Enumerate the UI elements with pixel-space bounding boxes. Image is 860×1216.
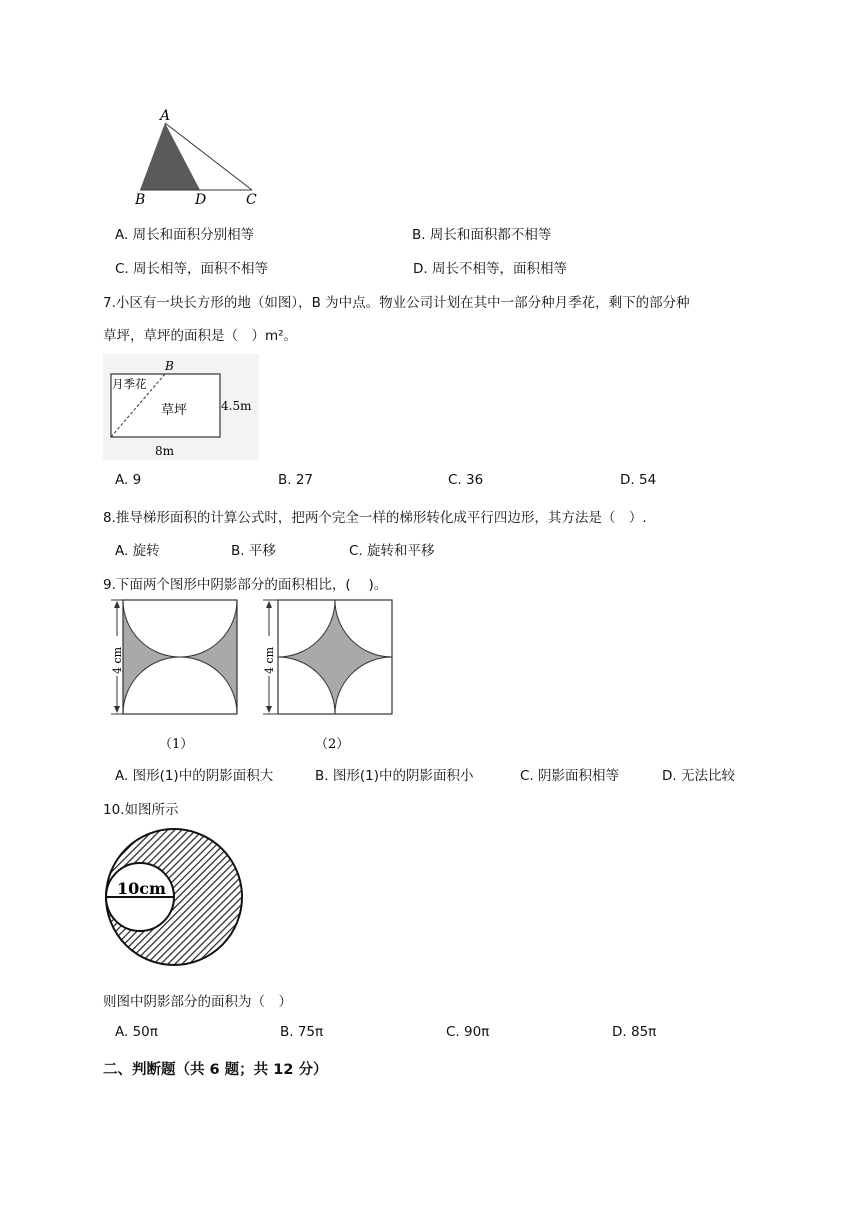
q10-circle-figure (104, 822, 244, 972)
q7-rectangle-figure (103, 354, 259, 460)
figure-1-arrow-down (114, 706, 120, 713)
q7-option-c[interactable]: C. 36 (448, 472, 484, 488)
q6-triangle-figure (128, 106, 278, 208)
label-d: D (195, 192, 207, 208)
q8-text: 8.推导梯形面积的计算公式时，把两个完全一样的梯形转化成平行四边形，其方法是（ ）. (103, 510, 647, 526)
label-point-b: B (165, 359, 174, 373)
q10-option-d[interactable]: D. 85π (612, 1024, 657, 1040)
q10-text: 10.如图所示 (103, 802, 179, 818)
q7-text-line2: 草坪，草坪的面积是（ ）m²。 (103, 328, 298, 344)
q9-option-b[interactable]: B. 图形(1)中的阴影面积小 (315, 768, 474, 784)
label-b: B (135, 192, 146, 208)
figure-1-caption: （1） (159, 737, 194, 752)
q7-option-a[interactable]: A. 9 (115, 472, 142, 488)
figure-2-dim-label: 4 cm (263, 646, 276, 674)
q6-option-b[interactable]: B. 周长和面积都不相等 (412, 227, 552, 243)
label-width: 8m (155, 444, 175, 458)
q9-option-d[interactable]: D. 无法比较 (662, 768, 735, 784)
q7-text-line1: 7.小区有一块长方形的地（如图），B 为中点。物业公司计划在其中一部分种月季花，剩下的部分种 (103, 295, 690, 311)
q7-option-b[interactable]: B. 27 (278, 472, 314, 488)
q6-option-d[interactable]: D. 周长不相等，面积相等 (413, 261, 567, 277)
q10-option-a[interactable]: A. 50π (115, 1024, 158, 1040)
figure-1 (111, 600, 237, 752)
label-a: A (160, 108, 171, 124)
q6-option-a[interactable]: A. 周长和面积分别相等 (115, 227, 255, 243)
label-grass: 草坪 (161, 403, 188, 418)
q8-option-b[interactable]: B. 平移 (231, 543, 276, 559)
figure-2-arrow-up (266, 601, 272, 608)
figure-2 (263, 600, 392, 752)
q9-option-c[interactable]: C. 阴影面积相等 (520, 768, 620, 784)
figure-1-arrow-up (114, 601, 120, 608)
q8-option-c[interactable]: C. 旋转和平移 (349, 543, 435, 559)
label-c: C (246, 192, 257, 208)
q9-figures (103, 596, 403, 756)
q9-text: 9.下面两个图形中阴影部分的面积相比，( )。 (103, 577, 388, 593)
q8-option-a[interactable]: A. 旋转 (115, 543, 160, 559)
figure-2-arrow-down (266, 706, 272, 713)
q6-option-c[interactable]: C. 周长相等，面积不相等 (115, 261, 269, 277)
label-rose: 月季花 (112, 377, 147, 391)
figure-1-dim-label: 4 cm (111, 646, 124, 674)
section-2-heading: 二、判断题（共 6 题；共 12 分） (103, 1062, 328, 1078)
q10-option-b[interactable]: B. 75π (280, 1024, 324, 1040)
label-height: 4.5m (221, 399, 252, 413)
q9-option-a[interactable]: A. 图形(1)中的阴影面积大 (115, 768, 274, 784)
figure-2-caption: （2） (315, 737, 350, 752)
shaded-triangle-abd (140, 123, 200, 190)
q7-option-d[interactable]: D. 54 (620, 472, 657, 488)
q10-option-c[interactable]: C. 90π (446, 1024, 490, 1040)
q10-question: 则图中阴影部分的面积为（ ） (103, 994, 292, 1010)
diameter-label: 10cm (117, 879, 166, 898)
